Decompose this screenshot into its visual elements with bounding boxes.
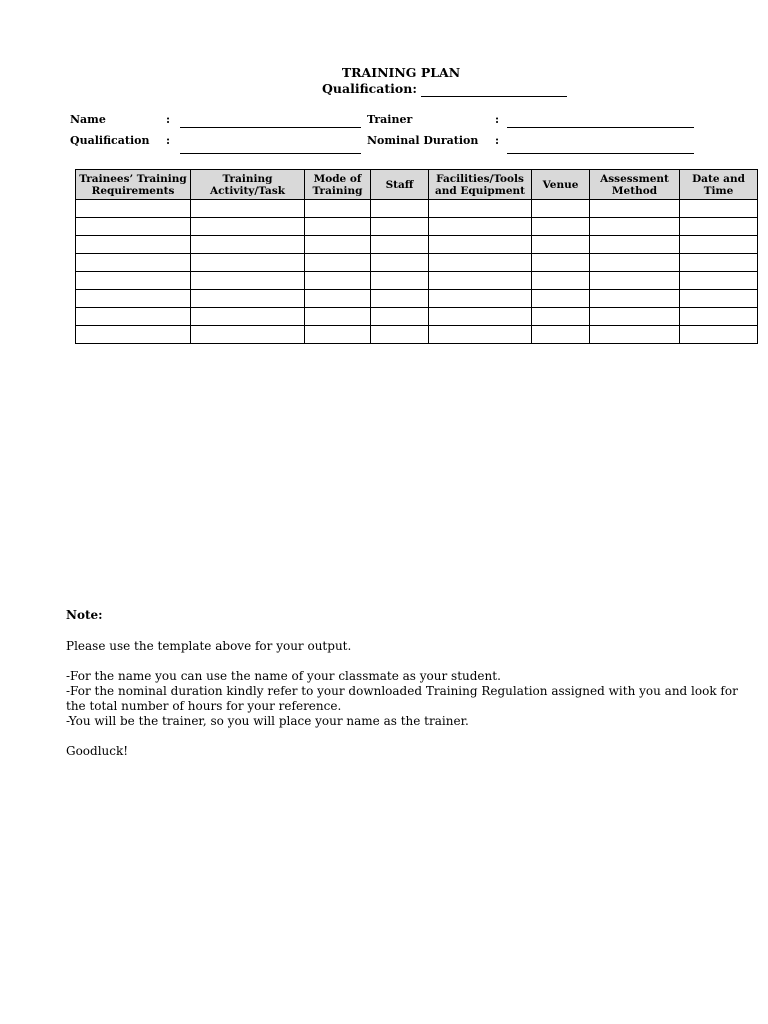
qualification-colon: : — [166, 134, 171, 147]
table-cell[interactable] — [371, 326, 429, 344]
table-cell[interactable] — [191, 272, 305, 290]
nominal-duration-label: Nominal Duration — [367, 134, 479, 147]
table-cell[interactable] — [191, 308, 305, 326]
table-cell[interactable] — [371, 200, 429, 218]
table-cell[interactable] — [680, 218, 758, 236]
table-cell[interactable] — [532, 290, 590, 308]
table-cell[interactable] — [680, 236, 758, 254]
table-cell[interactable] — [532, 326, 590, 344]
note-line: -For the name you can use the name of your classmate as your student. — [66, 669, 501, 683]
table-cell[interactable] — [76, 236, 191, 254]
table-cell[interactable] — [590, 290, 680, 308]
table-cell[interactable] — [76, 290, 191, 308]
name-field[interactable] — [180, 127, 361, 128]
note-line: -For the nominal duration kindly refer to your downloaded Training Regulation assigned with you and look for the total number of hours for your reference. — [66, 684, 738, 713]
column-header: Facilities/Tools and Equipment — [429, 170, 532, 200]
table-cell[interactable] — [532, 254, 590, 272]
table-cell[interactable] — [429, 254, 532, 272]
table-row — [76, 236, 758, 254]
table-cell[interactable] — [590, 272, 680, 290]
table-cell[interactable] — [305, 236, 371, 254]
table-cell[interactable] — [371, 218, 429, 236]
table-cell[interactable] — [371, 290, 429, 308]
table-cell[interactable] — [429, 290, 532, 308]
table-cell[interactable] — [76, 254, 191, 272]
note-line: Please use the template above for your output. — [66, 639, 352, 653]
column-header: Mode of Training — [305, 170, 371, 200]
name-label: Name — [70, 113, 106, 126]
table-row — [76, 272, 758, 290]
table-cell[interactable] — [76, 326, 191, 344]
table-cell[interactable] — [680, 272, 758, 290]
table-cell[interactable] — [680, 254, 758, 272]
table-cell[interactable] — [590, 308, 680, 326]
nominal-duration-colon: : — [495, 134, 500, 147]
table-cell[interactable] — [305, 218, 371, 236]
note-line: -You will be the trainer, so you will place your name as the trainer. — [66, 714, 469, 728]
column-header: Training Activity/Task — [191, 170, 305, 200]
column-header: Trainees’ Training Requirements — [76, 170, 191, 200]
table-cell[interactable] — [305, 308, 371, 326]
table-row — [76, 254, 758, 272]
qualification-heading-blank[interactable] — [421, 96, 567, 97]
table-cell[interactable] — [429, 308, 532, 326]
table-cell[interactable] — [371, 236, 429, 254]
note-title: Note: — [66, 608, 103, 622]
table-cell[interactable] — [532, 236, 590, 254]
table-cell[interactable] — [532, 272, 590, 290]
table-cell[interactable] — [76, 272, 191, 290]
table-cell[interactable] — [590, 254, 680, 272]
table-row — [76, 218, 758, 236]
table-row — [76, 308, 758, 326]
table-cell[interactable] — [191, 218, 305, 236]
table-cell[interactable] — [305, 272, 371, 290]
table-cell[interactable] — [305, 326, 371, 344]
table-row — [76, 200, 758, 218]
table-cell[interactable] — [76, 218, 191, 236]
table-cell[interactable] — [429, 200, 532, 218]
table-cell[interactable] — [429, 326, 532, 344]
table-cell[interactable] — [371, 254, 429, 272]
table-cell[interactable] — [191, 254, 305, 272]
table-cell[interactable] — [76, 308, 191, 326]
page-title: TRAINING PLAN — [341, 65, 461, 80]
table-cell[interactable] — [371, 308, 429, 326]
table-cell[interactable] — [371, 272, 429, 290]
table-cell[interactable] — [191, 290, 305, 308]
table-header-row — [76, 170, 758, 200]
table-cell[interactable] — [532, 200, 590, 218]
table-row — [76, 326, 758, 344]
table-cell[interactable] — [680, 290, 758, 308]
table-cell[interactable] — [590, 218, 680, 236]
trainer-colon: : — [495, 113, 500, 126]
column-header: Venue — [532, 170, 590, 200]
table-cell[interactable] — [76, 200, 191, 218]
table-cell[interactable] — [191, 200, 305, 218]
column-header: Staff — [371, 170, 429, 200]
table-cell[interactable] — [532, 218, 590, 236]
table-cell[interactable] — [680, 308, 758, 326]
table-cell[interactable] — [429, 272, 532, 290]
table-cell[interactable] — [191, 236, 305, 254]
table-body — [76, 200, 758, 344]
table-cell[interactable] — [429, 236, 532, 254]
qualification-label: Qualification — [70, 134, 150, 147]
column-header: Date and Time — [680, 170, 758, 200]
table-cell[interactable] — [305, 290, 371, 308]
trainer-field[interactable] — [507, 127, 694, 128]
table-cell[interactable] — [590, 236, 680, 254]
table-cell[interactable] — [590, 200, 680, 218]
table-cell[interactable] — [532, 308, 590, 326]
training-plan-table — [75, 169, 758, 344]
table-cell[interactable] — [680, 200, 758, 218]
qualification-heading: Qualification: — [322, 81, 417, 96]
table-cell[interactable] — [680, 326, 758, 344]
table-cell[interactable] — [191, 326, 305, 344]
trainer-label: Trainer — [367, 113, 413, 126]
table-cell[interactable] — [305, 254, 371, 272]
table-row — [76, 290, 758, 308]
name-colon: : — [166, 113, 171, 126]
table-cell[interactable] — [429, 218, 532, 236]
table-cell[interactable] — [305, 200, 371, 218]
note-line: Goodluck! — [66, 744, 129, 758]
column-header: Assessment Method — [590, 170, 680, 200]
qualification-field[interactable] — [180, 153, 361, 154]
nominal-duration-field[interactable] — [507, 153, 694, 154]
table-cell[interactable] — [590, 326, 680, 344]
